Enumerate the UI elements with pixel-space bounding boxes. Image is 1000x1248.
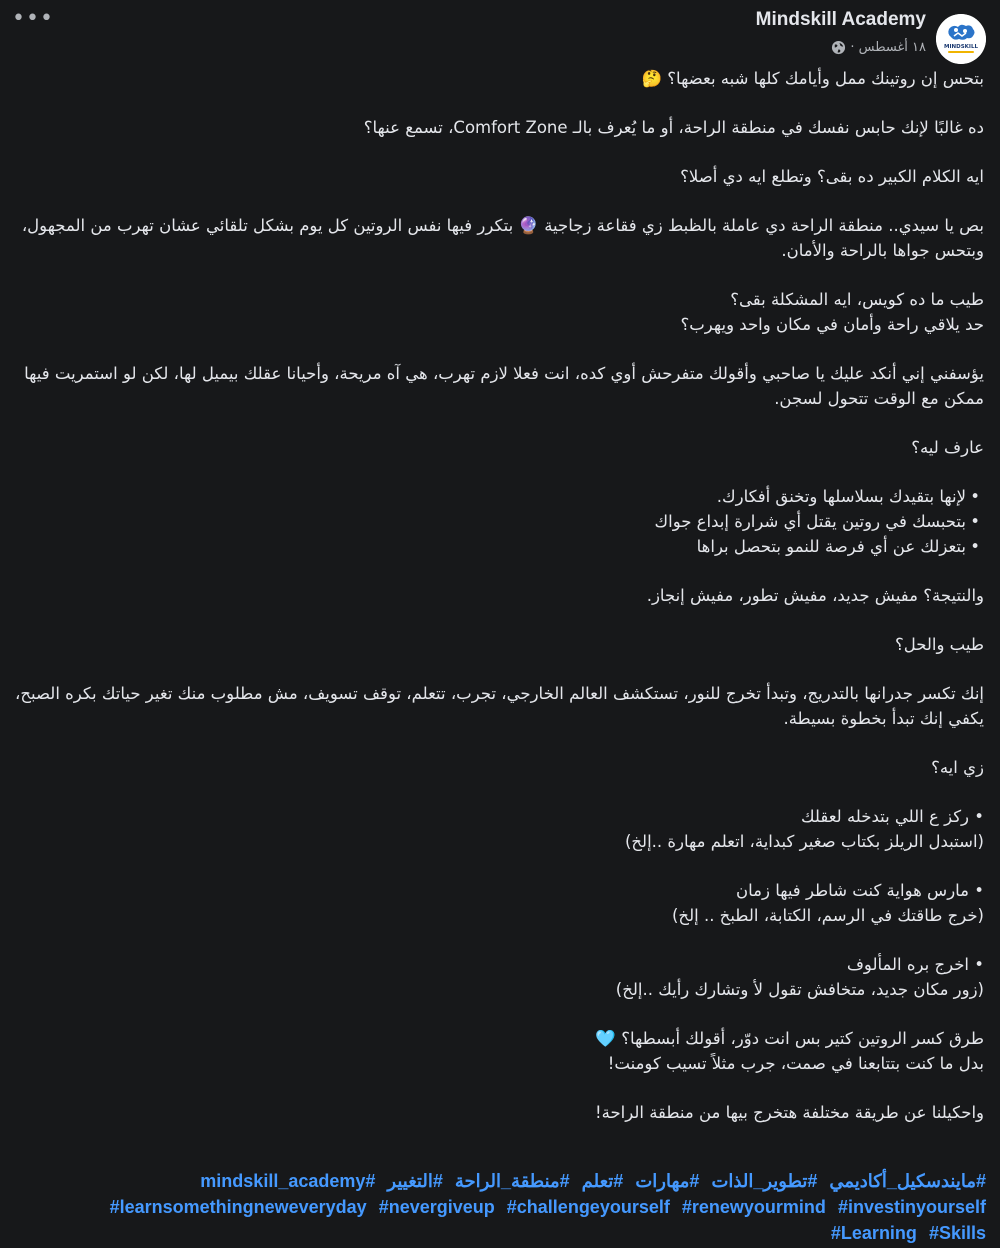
tip-block (14, 804, 984, 854)
hashtag-link[interactable]: #Skills (928, 1223, 986, 1243)
post-line: حد يلاقي راحة وأمان في مكان واحد ويهرب؟ (680, 315, 984, 334)
hashtag-link[interactable]: #مايندسكيل_أكاديمي (829, 1171, 986, 1191)
globe-icon (831, 40, 846, 55)
post-line: بدل ما كنت بتتابعنا في صمت، جرب مثلاً تسيب كومنت! (607, 1054, 984, 1073)
post-paragraph: والنتيجة؟ مفيش جديد، مفيش تطور، مفيش إنجاز. (646, 586, 984, 605)
page-name[interactable]: Mindskill Academy (755, 9, 926, 30)
tip-title: • مارس هواية كنت شاطر فيها زمان (736, 881, 984, 900)
hashtags (14, 1168, 986, 1246)
hashtag-link[interactable]: #مهارات (635, 1171, 700, 1191)
tip-detail: (زور مكان جديد، متخافش تقول لأ وتشارك رأيك ..إلخ) (615, 980, 984, 999)
tip-detail: (خرج طاقتك في الرسم، الكتابة، الطبخ .. إلخ) (672, 906, 984, 925)
hashtag-link[interactable]: #التغيير (387, 1171, 443, 1191)
mindskill-logo-icon (936, 14, 986, 64)
list-item: • بتحبسك في روتين يقتل أي شرارة إبداع جواك (14, 509, 966, 534)
hashtag-link[interactable]: #investinyourself (837, 1197, 986, 1217)
hashtag-link[interactable]: #challengeyourself (506, 1197, 670, 1217)
post-body (14, 66, 984, 1149)
post-paragraph: بتحس إن روتينك ممل وأيامك كلها شبه بعضها؟ 🤔 (641, 69, 984, 88)
post-meta (831, 37, 926, 57)
post-paragraph: إنك تكسر جدرانها بالتدريج، وتبدأ تخرج للنور، تستكشف العالم الخارجي، تجرب، تتعلم، توقف تسويف، مش مطلوب منك تغير حياتك بكره الصبح، يكفي إنك تبدأ بخطوة بسيطة. (15, 684, 984, 728)
hashtag-link[interactable]: #تطوير_الذات (711, 1171, 818, 1191)
post-paragraph: واحكيلنا عن طريقة مختلفة هتخرج بيها من منطقة الراحة! (594, 1103, 984, 1122)
post-paragraph: عارف ليه؟ (911, 438, 984, 457)
hashtag-link[interactable]: #تعلم (581, 1171, 624, 1191)
svg-text:MINDSKILL: MINDSKILL (944, 44, 978, 50)
reasons-list (14, 484, 984, 559)
hashtag-link[interactable]: #Learning (830, 1223, 917, 1243)
hashtag-link[interactable]: #منطقة_الراحة (454, 1171, 570, 1191)
post-paragraph: يؤسفني إني أنكد عليك يا صاحبي وأقولك متفرحش أوي كده، انت فعلا لازم تهرب، هي آه مريحة، وأحيانا عقلك بيميل لها، لكن لو استمريت فيها ممكن مع الوقت تتحول لسجن. (24, 364, 984, 408)
more-options-icon[interactable]: ••• (12, 6, 54, 31)
list-item: • بتعزلك عن أي فرصة للنمو بتحصل براها (14, 534, 966, 559)
tip-title: • اخرج بره المألوف (846, 955, 984, 974)
post-paragraph: طيب والحل؟ (894, 635, 984, 654)
hashtag-link[interactable]: #learnsomethingneweveryday (109, 1197, 367, 1217)
tip-block (14, 878, 984, 928)
post-paragraph (14, 1026, 984, 1076)
tip-detail: (استبدل الريلز بكتاب صغير كبداية، اتعلم مهارة ..إلخ) (624, 832, 984, 851)
post-date[interactable]: ١٨ أغسطس · (850, 39, 926, 55)
post-paragraph: زي ايه؟ (931, 758, 984, 777)
hashtag-link[interactable]: mindskill_academy# (200, 1171, 376, 1191)
post-paragraph (14, 287, 984, 337)
post-line: طيب ما ده كويس، ايه المشكلة بقى؟ (730, 290, 984, 309)
list-item: • لإنها بتقيدك بسلاسلها وتخنق أفكارك. (14, 484, 966, 509)
post-paragraph: ايه الكلام الكبير ده بقى؟ وتطلع ايه دي أصلا؟ (680, 167, 984, 186)
page-avatar[interactable] (936, 14, 986, 64)
hashtag-link[interactable]: #renewyourmind (681, 1197, 826, 1217)
tip-title: • ركز ع اللي بتدخله لعقلك (801, 807, 984, 826)
hashtag-link[interactable]: #nevergiveup (378, 1197, 495, 1217)
tip-block (14, 952, 984, 1002)
post-line: طرق كسر الروتين كتير بس انت دوّر، أقولك أبسطها؟ 🩵 (595, 1029, 984, 1048)
post-paragraph: بص يا سيدي.. منطقة الراحة دي عاملة بالظبط زي فقاعة زجاجية 🔮 بتكرر فيها نفس الروتين كل يوم بشكل تلقائي عشان تهرب من المجهول، وبتحس جواها بالراحة والأمان. (21, 216, 984, 260)
post-paragraph: ده غالبًا لإنك حابس نفسك في منطقة الراحة، أو ما يُعرف بالـ Comfort Zone، تسمع عنها؟ (363, 118, 984, 137)
